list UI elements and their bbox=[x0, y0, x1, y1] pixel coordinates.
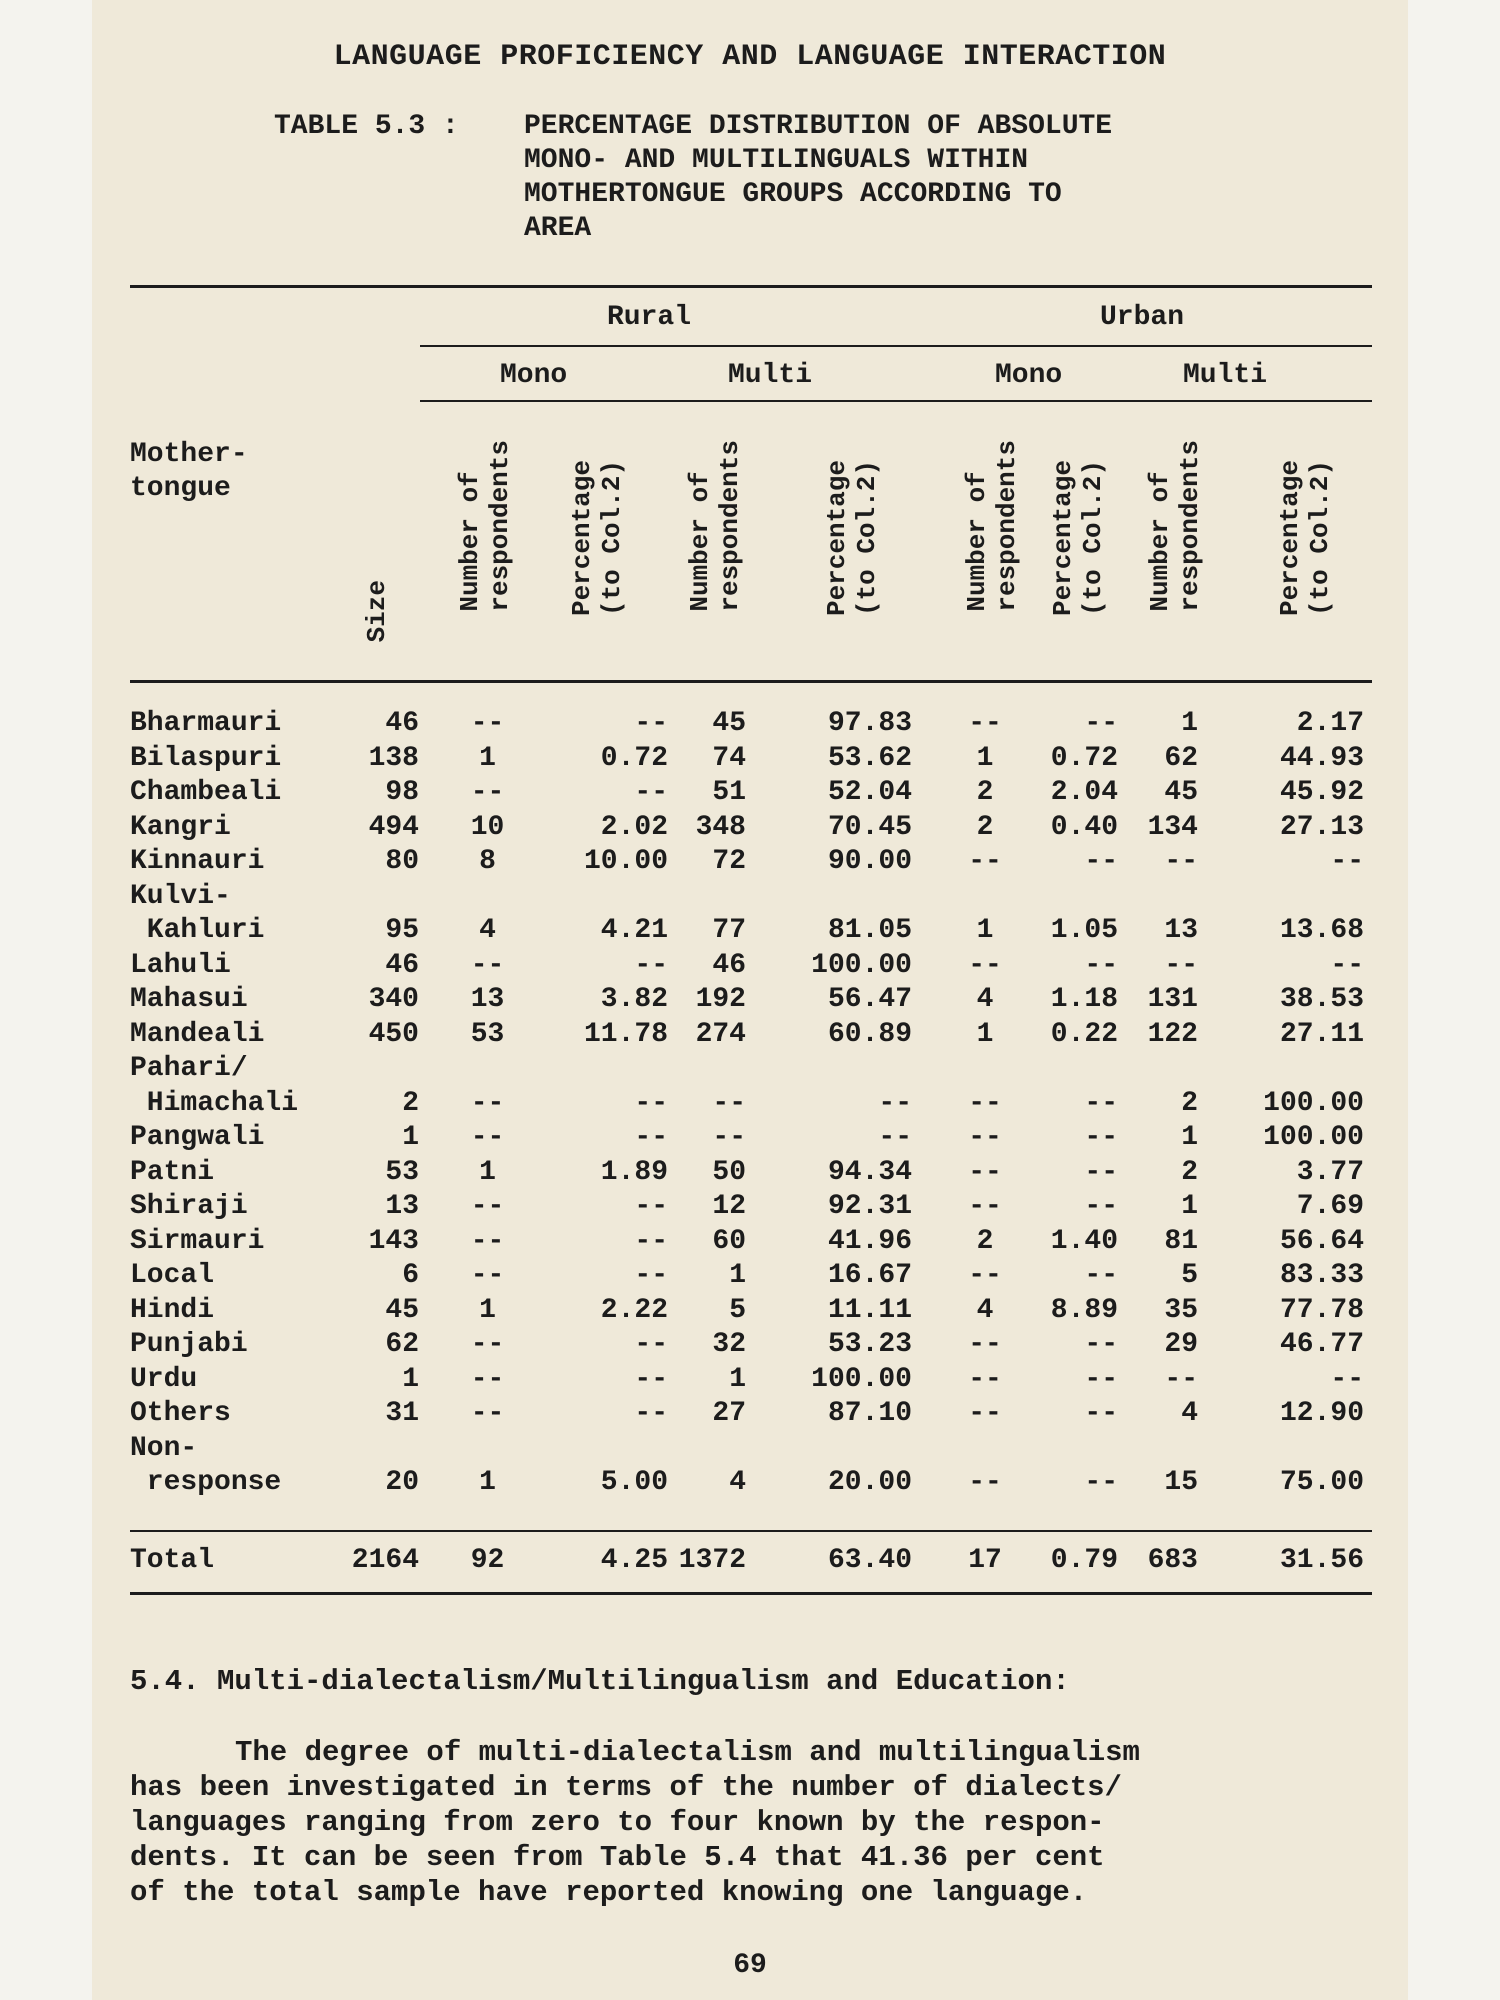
mothertongue-name: Mandeali bbox=[130, 1018, 265, 1050]
row-rural-multi-pct: -- bbox=[878, 1122, 912, 1153]
table-row bbox=[0, 950, 1500, 984]
row-rural-multi-number: 192 bbox=[695, 984, 746, 1015]
header-line: respondents bbox=[715, 440, 745, 612]
row-rural-multi-pct: 41.96 bbox=[827, 1225, 912, 1257]
row-urban-multi-number: 45 bbox=[1164, 777, 1198, 808]
row-urban-multi-pct: -- bbox=[1330, 1363, 1364, 1395]
table-row bbox=[0, 1467, 1500, 1501]
row-size: 62 bbox=[385, 1329, 419, 1360]
mothertongue-name: Non- bbox=[130, 1432, 198, 1464]
row-urban-multi-pct: 7.69 bbox=[1296, 1191, 1364, 1222]
subgroup-rule bbox=[420, 400, 1372, 402]
row-urban-multi-pct: 56.64 bbox=[1279, 1225, 1364, 1257]
total-urban-multi-pct: 31.56 bbox=[1279, 1545, 1364, 1576]
row-urban-multi-number: 131 bbox=[1147, 984, 1198, 1015]
row-urban-mono-number: -- bbox=[968, 1467, 1002, 1498]
total-rural-multi-number: 1372 bbox=[678, 1545, 746, 1576]
row-urban-multi-number: 2 bbox=[1181, 1156, 1198, 1188]
table-row bbox=[0, 1019, 1500, 1053]
row-rural-mono-number: -- bbox=[470, 1329, 505, 1360]
row-rural-multi-number: 45 bbox=[712, 708, 746, 739]
paragraph-line: dents. It can be seen from Table 5.4 that 41.36 per cent bbox=[130, 1841, 1105, 1874]
total-rural-mono-pct: 4.25 bbox=[600, 1545, 668, 1576]
header-line: Percentage bbox=[1048, 460, 1078, 617]
row-urban-mono-number: -- bbox=[968, 1363, 1002, 1395]
row-rural-multi-number: 72 bbox=[712, 846, 746, 877]
row-urban-multi-pct: 38.53 bbox=[1279, 984, 1364, 1015]
row-urban-multi-pct: 83.33 bbox=[1279, 1260, 1364, 1291]
table-row bbox=[0, 1329, 1500, 1363]
row-urban-mono-pct: -- bbox=[1084, 1398, 1118, 1429]
row-rural-multi-number: 74 bbox=[712, 742, 746, 774]
row-size: 340 bbox=[368, 984, 419, 1015]
row-urban-multi-number: 4 bbox=[1181, 1398, 1198, 1429]
header-bottom-rule bbox=[130, 680, 1372, 683]
row-urban-mono-number: 4 bbox=[976, 1294, 994, 1326]
row-rural-multi-pct: 87.10 bbox=[827, 1398, 912, 1429]
mothertongue-name: Mahasui bbox=[130, 984, 248, 1015]
col-rural-multi-number-header bbox=[685, 440, 745, 612]
mothertongue-name: Himachali bbox=[130, 1087, 299, 1119]
row-rural-mono-pct: -- bbox=[634, 1260, 668, 1291]
row-urban-mono-pct: -- bbox=[1084, 1191, 1118, 1222]
table-bottom-rule bbox=[130, 1592, 1372, 1595]
row-size: 80 bbox=[385, 846, 419, 877]
table-row bbox=[0, 846, 1500, 880]
paragraph-line: languages ranging from zero to four known by the respon- bbox=[130, 1806, 1105, 1839]
table-row bbox=[0, 1157, 1500, 1191]
row-rural-multi-number: 12 bbox=[712, 1191, 746, 1222]
header-line: Number of bbox=[962, 471, 992, 612]
row-rural-mono-number: 53 bbox=[470, 1018, 505, 1050]
row-rural-mono-number: -- bbox=[470, 1122, 505, 1153]
header-line: (to Col.2) bbox=[597, 460, 627, 617]
row-rural-mono-number: 1 bbox=[479, 1156, 496, 1188]
table-row bbox=[0, 708, 1500, 742]
row-rural-mono-number: -- bbox=[470, 708, 505, 739]
row-rural-mono-number: 10 bbox=[470, 811, 505, 843]
row-rural-multi-number: 348 bbox=[695, 811, 746, 843]
row-rural-mono-pct: -- bbox=[634, 1329, 668, 1360]
row-rural-multi-pct: 90.00 bbox=[827, 846, 912, 877]
row-urban-mono-pct: 1.18 bbox=[1050, 984, 1118, 1015]
table-row bbox=[0, 777, 1500, 811]
col-rural-mono-pct-header bbox=[567, 460, 627, 616]
row-rural-multi-number: 4 bbox=[729, 1467, 746, 1498]
row-rural-multi-number: -- bbox=[712, 1087, 746, 1119]
table-row-name-continuation bbox=[0, 1433, 1500, 1467]
mothertongue-name: Chambeali bbox=[130, 777, 282, 808]
row-urban-multi-number: -- bbox=[1164, 1363, 1198, 1395]
total-urban-multi-number: 683 bbox=[1147, 1545, 1198, 1576]
caption-line: PERCENTAGE DISTRIBUTION OF ABSOLUTE bbox=[524, 111, 1113, 142]
row-urban-mono-pct: -- bbox=[1084, 1156, 1118, 1188]
row-urban-mono-number: -- bbox=[968, 1260, 1002, 1291]
row-urban-multi-pct: 27.11 bbox=[1279, 1018, 1364, 1050]
header-line: (to Col.2) bbox=[852, 460, 882, 617]
row-rural-multi-number: -- bbox=[712, 1122, 746, 1153]
row-rural-multi-pct: 100.00 bbox=[811, 1363, 912, 1395]
rural-header: Rural bbox=[607, 302, 692, 333]
row-size: 95 bbox=[385, 915, 419, 946]
row-rural-mono-pct: 10.00 bbox=[583, 846, 668, 877]
row-urban-mono-number: -- bbox=[968, 1087, 1002, 1119]
row-rural-multi-pct: 20.00 bbox=[827, 1467, 912, 1498]
header-line: respondents bbox=[485, 440, 515, 612]
paragraph-line: of the total sample have reported knowing one language. bbox=[130, 1876, 1088, 1909]
mothertongue-name: Sirmauri bbox=[130, 1225, 265, 1257]
row-rural-mono-number: -- bbox=[470, 1260, 505, 1291]
table-row bbox=[0, 743, 1500, 777]
row-urban-mono-number: -- bbox=[968, 1398, 1002, 1429]
row-urban-multi-number: 1 bbox=[1181, 708, 1198, 739]
col-urban-multi-pct-header bbox=[1275, 460, 1335, 616]
row-urban-multi-pct: 13.68 bbox=[1279, 915, 1364, 946]
row-urban-multi-pct: 12.90 bbox=[1279, 1398, 1364, 1429]
row-size: 45 bbox=[385, 1294, 419, 1326]
row-urban-mono-number: 2 bbox=[976, 777, 994, 808]
row-rural-mono-number: 1 bbox=[479, 742, 496, 774]
row-rural-multi-pct: 56.47 bbox=[827, 984, 912, 1015]
table-row bbox=[0, 1088, 1500, 1122]
row-rural-multi-number: 32 bbox=[712, 1329, 746, 1360]
row-urban-multi-pct: 2.17 bbox=[1296, 708, 1364, 739]
row-size: 2 bbox=[402, 1087, 419, 1119]
col-urban-multi-number-header bbox=[1145, 440, 1205, 612]
mothertongue-header bbox=[130, 438, 248, 506]
mothertongue-name: Others bbox=[130, 1398, 231, 1429]
row-urban-multi-pct: 46.77 bbox=[1279, 1329, 1364, 1360]
paragraph-line: The degree of multi-dialectalism and multilingualism bbox=[235, 1736, 1140, 1769]
row-urban-mono-pct: 8.89 bbox=[1050, 1294, 1118, 1326]
section-heading: 5.4. Multi-dialectalism/Multilingualism and Education: bbox=[130, 1665, 1070, 1698]
row-size: 143 bbox=[368, 1225, 419, 1257]
row-rural-multi-pct: 16.67 bbox=[827, 1260, 912, 1291]
row-urban-multi-number: -- bbox=[1164, 846, 1198, 877]
row-rural-mono-pct: -- bbox=[634, 1225, 668, 1257]
table-row bbox=[0, 1226, 1500, 1260]
row-rural-mono-number: 1 bbox=[479, 1467, 496, 1498]
row-urban-mono-pct: -- bbox=[1084, 1467, 1118, 1498]
urban-multi-header: Multi bbox=[1183, 360, 1268, 391]
row-rural-mono-pct: -- bbox=[634, 777, 668, 808]
mothertongue-name: Lahuli bbox=[130, 949, 231, 981]
total-rural-mono-number: 92 bbox=[470, 1545, 505, 1576]
row-urban-multi-pct: 3.77 bbox=[1296, 1156, 1364, 1188]
table-row bbox=[0, 1260, 1500, 1294]
row-urban-mono-pct: -- bbox=[1084, 949, 1118, 981]
group-rule bbox=[420, 345, 1372, 347]
total-urban-mono-pct: 0.79 bbox=[1050, 1545, 1118, 1576]
table-label: TABLE 5.3 : bbox=[274, 111, 459, 142]
row-urban-multi-number: 134 bbox=[1147, 811, 1198, 843]
row-rural-multi-pct: 52.04 bbox=[827, 777, 912, 808]
caption-line: AREA bbox=[524, 213, 592, 244]
row-rural-multi-number: 5 bbox=[729, 1294, 746, 1326]
row-rural-multi-number: 60 bbox=[712, 1225, 746, 1257]
row-rural-mono-pct: 4.21 bbox=[600, 915, 668, 946]
row-rural-mono-number: 4 bbox=[479, 915, 496, 946]
table-row bbox=[0, 1122, 1500, 1156]
row-urban-multi-number: 2 bbox=[1181, 1087, 1198, 1119]
row-urban-multi-number: 81 bbox=[1164, 1225, 1198, 1257]
row-rural-multi-pct: 11.11 bbox=[827, 1294, 912, 1326]
row-rural-multi-pct: -- bbox=[878, 1087, 912, 1119]
body-paragraph bbox=[130, 1735, 1310, 1910]
col-urban-mono-number-header bbox=[962, 440, 1022, 612]
row-urban-mono-pct: 1.05 bbox=[1050, 915, 1118, 946]
row-rural-mono-number: 1 bbox=[479, 1294, 496, 1326]
row-urban-multi-pct: -- bbox=[1330, 846, 1364, 877]
row-rural-mono-pct: -- bbox=[634, 708, 668, 739]
mothertongue-name: Kangri bbox=[130, 811, 231, 843]
row-urban-mono-number: -- bbox=[968, 1122, 1002, 1153]
row-rural-multi-pct: 92.31 bbox=[827, 1191, 912, 1222]
header-line: Percentage bbox=[822, 460, 852, 617]
row-size: 450 bbox=[368, 1018, 419, 1050]
row-urban-mono-pct: -- bbox=[1084, 1329, 1118, 1360]
table-row bbox=[0, 1364, 1500, 1398]
col-rural-mono-number-header bbox=[455, 440, 515, 612]
col-rural-multi-pct-header bbox=[822, 460, 882, 616]
row-urban-multi-number: 35 bbox=[1164, 1294, 1198, 1326]
rural-mono-header: Mono bbox=[500, 360, 568, 391]
row-size: 494 bbox=[368, 811, 419, 843]
row-urban-mono-number: 2 bbox=[976, 811, 994, 843]
row-urban-multi-number: 15 bbox=[1164, 1467, 1198, 1498]
row-urban-mono-pct: 0.40 bbox=[1050, 811, 1118, 843]
row-rural-multi-number: 1 bbox=[729, 1260, 746, 1291]
row-urban-mono-pct: -- bbox=[1084, 846, 1118, 877]
row-rural-multi-number: 1 bbox=[729, 1363, 746, 1395]
row-size: 20 bbox=[385, 1467, 419, 1498]
row-urban-mono-pct: -- bbox=[1084, 1260, 1118, 1291]
mothertongue-name: Punjabi bbox=[130, 1329, 248, 1360]
header-line: Number of bbox=[685, 471, 715, 612]
row-urban-multi-number: 5 bbox=[1181, 1260, 1198, 1291]
header-line: respondents bbox=[1175, 440, 1205, 612]
mothertongue-name: Kinnauri bbox=[130, 846, 265, 877]
row-urban-mono-number: 1 bbox=[976, 915, 994, 946]
row-rural-mono-number: -- bbox=[470, 1363, 505, 1395]
mothertongue-name: Hindi bbox=[130, 1294, 215, 1326]
table-row bbox=[0, 915, 1500, 949]
row-rural-multi-number: 50 bbox=[712, 1156, 746, 1188]
row-rural-multi-number: 27 bbox=[712, 1398, 746, 1429]
urban-mono-header: Mono bbox=[995, 360, 1063, 391]
row-rural-multi-pct: 53.62 bbox=[827, 742, 912, 774]
header-line: Number of bbox=[455, 471, 485, 612]
mothertongue-name: Patni bbox=[130, 1156, 215, 1188]
row-rural-multi-pct: 97.83 bbox=[827, 708, 912, 739]
col-urban-mono-pct-header bbox=[1048, 460, 1108, 616]
row-urban-multi-pct: 75.00 bbox=[1279, 1467, 1364, 1498]
page-number: 69 bbox=[733, 1950, 767, 1981]
total-row bbox=[0, 1545, 1500, 1579]
row-rural-mono-number: -- bbox=[470, 1398, 505, 1429]
rural-multi-header: Multi bbox=[728, 360, 813, 391]
header-line: (to Col.2) bbox=[1305, 460, 1335, 617]
row-rural-mono-number: 13 bbox=[470, 984, 505, 1015]
row-urban-multi-number: 62 bbox=[1164, 742, 1198, 774]
row-urban-mono-pct: -- bbox=[1084, 1122, 1118, 1153]
mothertongue-name: Bharmauri bbox=[130, 708, 282, 739]
row-urban-mono-pct: -- bbox=[1084, 708, 1118, 739]
row-urban-mono-number: -- bbox=[968, 846, 1002, 877]
mothertongue-header-line: Mother- bbox=[130, 439, 248, 470]
col-size-header: Size bbox=[362, 580, 392, 643]
total-rural-multi-pct: 63.40 bbox=[827, 1545, 912, 1576]
row-rural-multi-number: 46 bbox=[712, 949, 746, 981]
mothertongue-name: Kahluri bbox=[130, 915, 265, 946]
row-rural-mono-pct: -- bbox=[634, 1398, 668, 1429]
row-urban-mono-number: 1 bbox=[976, 1018, 994, 1050]
row-urban-mono-number: -- bbox=[968, 949, 1002, 981]
row-rural-mono-pct: 3.82 bbox=[600, 984, 668, 1015]
row-urban-mono-pct: -- bbox=[1084, 1363, 1118, 1395]
mothertongue-header-line: tongue bbox=[130, 473, 231, 504]
row-size: 31 bbox=[385, 1398, 419, 1429]
table-caption-text bbox=[524, 110, 1284, 246]
row-urban-mono-pct: 1.40 bbox=[1050, 1225, 1118, 1257]
row-rural-mono-pct: -- bbox=[634, 1122, 668, 1153]
mothertongue-name: Urdu bbox=[130, 1363, 198, 1395]
row-rural-mono-pct: 5.00 bbox=[600, 1467, 668, 1498]
row-rural-mono-number: -- bbox=[470, 1087, 505, 1119]
row-rural-mono-pct: -- bbox=[634, 949, 668, 981]
row-size: 6 bbox=[402, 1260, 419, 1291]
row-rural-multi-pct: 81.05 bbox=[827, 915, 912, 946]
row-urban-multi-pct: 44.93 bbox=[1279, 742, 1364, 774]
row-urban-mono-number: 4 bbox=[976, 984, 994, 1015]
mothertongue-name: Shiraji bbox=[130, 1191, 248, 1222]
table-row bbox=[0, 1295, 1500, 1329]
row-rural-multi-number: 77 bbox=[712, 915, 746, 946]
row-urban-multi-number: 1 bbox=[1181, 1191, 1198, 1222]
row-urban-multi-pct: 45.92 bbox=[1279, 777, 1364, 808]
row-rural-multi-number: 51 bbox=[712, 777, 746, 808]
row-urban-multi-number: 29 bbox=[1164, 1329, 1198, 1360]
row-size: 46 bbox=[385, 708, 419, 739]
row-rural-mono-pct: 2.22 bbox=[600, 1294, 668, 1326]
row-urban-mono-number: 1 bbox=[976, 742, 994, 774]
row-urban-mono-number: -- bbox=[968, 1156, 1002, 1188]
mothertongue-name: Local bbox=[130, 1260, 215, 1291]
table-row bbox=[0, 1398, 1500, 1432]
row-rural-mono-pct: 1.89 bbox=[600, 1156, 668, 1188]
total-urban-mono-number: 17 bbox=[968, 1545, 1002, 1576]
row-rural-mono-pct: -- bbox=[634, 1363, 668, 1395]
row-size: 1 bbox=[402, 1363, 419, 1395]
row-urban-mono-number: -- bbox=[968, 1191, 1002, 1222]
table-top-rule bbox=[130, 285, 1372, 288]
row-urban-mono-pct: 2.04 bbox=[1050, 777, 1118, 808]
row-rural-mono-number: -- bbox=[470, 949, 505, 981]
table-row bbox=[0, 984, 1500, 1018]
header-line: Percentage bbox=[1275, 460, 1305, 617]
row-size: 98 bbox=[385, 777, 419, 808]
row-rural-multi-pct: 70.45 bbox=[827, 811, 912, 843]
row-urban-mono-pct: 0.22 bbox=[1050, 1018, 1118, 1050]
row-urban-multi-number: 1 bbox=[1181, 1122, 1198, 1153]
total-size: 2164 bbox=[351, 1545, 419, 1576]
header-line: (to Col.2) bbox=[1078, 460, 1108, 617]
caption-line: MOTHERTONGUE GROUPS ACCORDING TO bbox=[524, 179, 1062, 210]
header-line: respondents bbox=[992, 440, 1022, 612]
row-size: 13 bbox=[385, 1191, 419, 1222]
row-size: 1 bbox=[402, 1122, 419, 1153]
row-urban-multi-number: 13 bbox=[1164, 915, 1198, 946]
caption-line: MONO- AND MULTILINGUALS WITHIN bbox=[524, 145, 1029, 176]
row-rural-multi-pct: 53.23 bbox=[827, 1329, 912, 1360]
table-row bbox=[0, 1191, 1500, 1225]
row-urban-multi-pct: -- bbox=[1330, 949, 1364, 981]
row-size: 46 bbox=[385, 949, 419, 981]
row-urban-mono-pct: 0.72 bbox=[1050, 742, 1118, 774]
header-line: Percentage bbox=[567, 460, 597, 617]
row-rural-mono-pct: -- bbox=[634, 1191, 668, 1222]
row-urban-mono-number: -- bbox=[968, 1329, 1002, 1360]
row-rural-mono-number: -- bbox=[470, 1191, 505, 1222]
table-row-name-continuation bbox=[0, 1053, 1500, 1087]
mothertongue-name: Pangwali bbox=[130, 1122, 265, 1153]
row-rural-multi-pct: 100.00 bbox=[811, 949, 912, 981]
row-rural-mono-pct: 11.78 bbox=[583, 1018, 668, 1050]
row-rural-mono-number: -- bbox=[470, 1225, 505, 1257]
row-rural-mono-pct: 0.72 bbox=[600, 742, 668, 774]
row-rural-mono-pct: 2.02 bbox=[600, 811, 668, 843]
mothertongue-name: response bbox=[130, 1467, 282, 1498]
row-rural-multi-pct: 60.89 bbox=[827, 1018, 912, 1050]
row-rural-mono-number: -- bbox=[470, 777, 505, 808]
row-urban-multi-number: -- bbox=[1164, 949, 1198, 981]
running-header: LANGUAGE PROFICIENCY AND LANGUAGE INTERACTION bbox=[333, 40, 1167, 74]
row-urban-mono-pct: -- bbox=[1084, 1087, 1118, 1119]
row-urban-mono-number: 2 bbox=[976, 1225, 994, 1257]
row-size: 53 bbox=[385, 1156, 419, 1188]
row-size: 138 bbox=[368, 742, 419, 774]
row-urban-multi-pct: 27.13 bbox=[1279, 811, 1364, 843]
paragraph-line: has been investigated in terms of the number of dialects/ bbox=[130, 1771, 1122, 1804]
total-label: Total bbox=[130, 1545, 215, 1576]
row-urban-multi-pct: 77.78 bbox=[1279, 1294, 1364, 1326]
row-urban-multi-pct: 100.00 bbox=[1263, 1087, 1364, 1119]
urban-header: Urban bbox=[1100, 302, 1185, 333]
row-urban-mono-number: -- bbox=[968, 708, 1002, 739]
mothertongue-name: Kulvi- bbox=[130, 880, 231, 912]
total-top-rule bbox=[130, 1530, 1372, 1532]
row-rural-mono-pct: -- bbox=[634, 1087, 668, 1119]
row-rural-mono-number: 8 bbox=[479, 846, 496, 877]
table-row-name-continuation bbox=[0, 881, 1500, 915]
row-urban-multi-pct: 100.00 bbox=[1263, 1122, 1364, 1153]
row-rural-multi-pct: 94.34 bbox=[827, 1156, 912, 1188]
mothertongue-name: Bilaspuri bbox=[130, 742, 282, 774]
row-urban-multi-number: 122 bbox=[1147, 1018, 1198, 1050]
row-rural-multi-number: 274 bbox=[695, 1018, 746, 1050]
mothertongue-name: Pahari/ bbox=[130, 1053, 248, 1084]
table-row bbox=[0, 812, 1500, 846]
header-line: Number of bbox=[1145, 471, 1175, 612]
